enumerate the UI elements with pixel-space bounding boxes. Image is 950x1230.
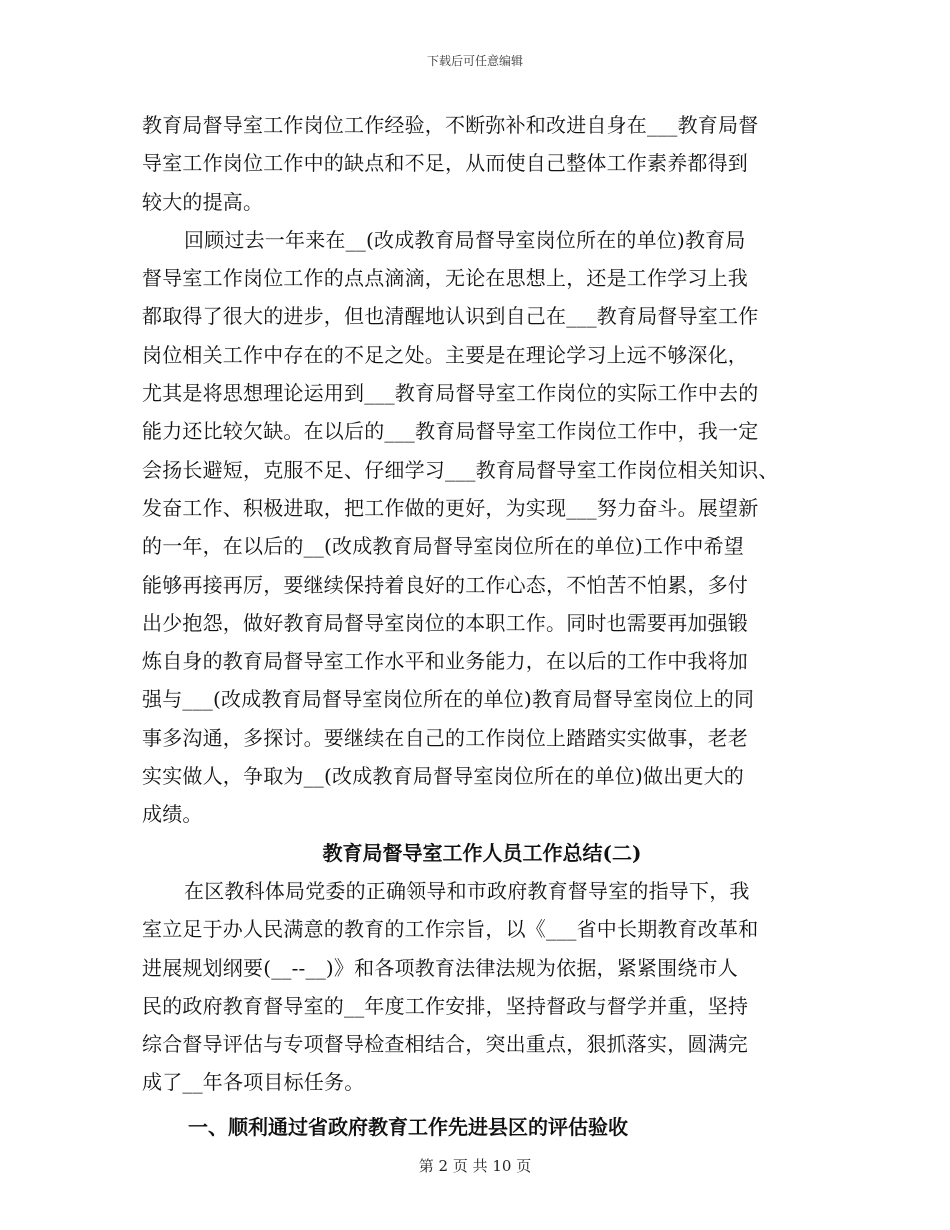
text-line: 出少抱怨，做好教育局督导室岗位的本职工作。同时也需要再加强锻	[142, 610, 748, 635]
text-line: 实实做人，争取为__(改成教育局督导室岗位所在的单位)做出更大的	[142, 764, 745, 789]
paragraph-1	[142, 106, 822, 221]
text-line: 会扬长避短，克服不足、仔细学习___教育局督导室工作岗位相关知识、	[142, 457, 779, 482]
text-line: 较大的提高。	[142, 189, 264, 214]
text-line: 成了__年各项目标任务。	[142, 1070, 365, 1095]
page-header-note: 下载后可任意编辑	[426, 54, 523, 68]
text-line: 岗位相关工作中存在的不足之处。主要是在理论学习上远不够深化，	[142, 342, 748, 367]
text-line: 能力还比较欠缺。在以后的___教育局督导室工作岗位工作中，我一定	[142, 419, 759, 444]
text-line: 室立足于办人民满意的教育的工作宗旨，以《___省中长期教育改革和	[142, 917, 759, 942]
page-number-footer: 第 2 页 共 10 页	[418, 1157, 532, 1175]
paragraph-2	[142, 221, 822, 834]
text-line: 发奋工作、积极进取，把工作做的更好，为实现___努力奋斗。展望新	[142, 495, 759, 520]
section-title: 教育局督导室工作人员工作总结(二)	[322, 840, 642, 865]
text-line: 炼自身的教育局督导室工作水平和业务能力，在以后的工作中我将加	[142, 649, 748, 674]
text-line: 的一年，在以后的__(改成教育局督导室岗位所在的单位)工作中希望	[142, 534, 745, 559]
text-line: 尤其是将思想理论运用到___教育局督导室工作岗位的实际工作中去的	[142, 381, 759, 406]
text-line: 能够再接再厉，要继续保持着良好的工作心态，不怕苦不怕累，多付	[142, 572, 748, 597]
text-line: 都取得了很大的进步，但也清醒地认识到自己在___教育局督导室工作	[142, 304, 759, 329]
text-line: 进展规划纲要(__--__)》和各项教育法律法规为依据，紧紧围绕市人	[142, 955, 738, 980]
text-line: 民的政府教育督导室的__年度工作安排，坚持督政与督学并重，坚持	[142, 993, 749, 1018]
text-line: 导室工作岗位工作中的缺点和不足，从而使自己整体工作素养都得到	[142, 151, 748, 176]
text-line: 督导室工作岗位工作的点点滴滴，无论在思想上，还是工作学习上我	[142, 266, 748, 291]
text-line: 事多沟通，多探讨。要继续在自己的工作岗位上踏踏实实做事，老老	[142, 725, 748, 750]
text-line: 回顾过去一年来在__(改成教育局督导室岗位所在的单位)教育局	[184, 227, 746, 252]
paragraph-3	[142, 872, 822, 1102]
text-line: 成绩。	[142, 802, 203, 827]
text-line: 综合督导评估与专项督导检查相结合，突出重点，狠抓落实，圆满完	[142, 1032, 748, 1057]
text-line: 强与___(改成教育局督导室岗位所在的单位)教育局督导室岗位上的同	[142, 687, 755, 712]
text-line: 教育局督导室工作岗位工作经验，不断弥补和改进自身在___教育局督	[142, 113, 759, 137]
subheading: 一、顺利通过省政府教育工作先进县区的评估验收	[188, 1114, 628, 1139]
text-line: 在区教科体局党委的正确领导和市政府教育督导室的指导下，我	[184, 878, 750, 903]
document-body	[142, 106, 822, 1152]
